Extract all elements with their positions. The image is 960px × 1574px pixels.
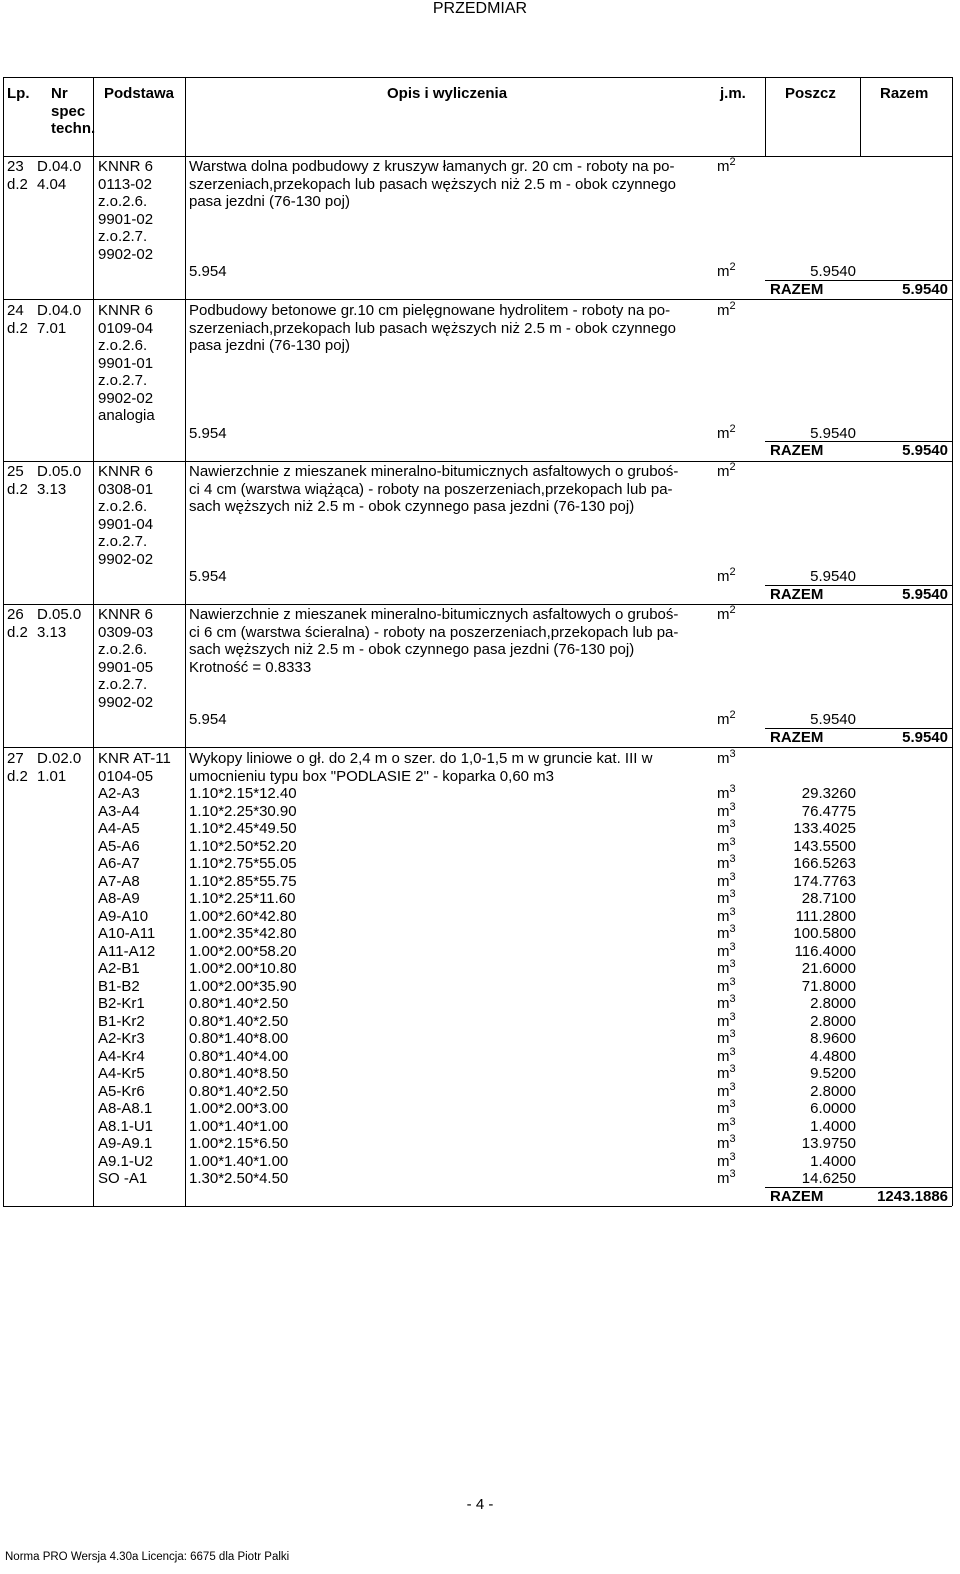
- calc-row-expression: 1.10*2.15*12.40: [189, 785, 297, 802]
- col-header-nr-spec: spec: [51, 102, 86, 120]
- calc-row-expression: 1.00*2.00*35.90: [189, 977, 297, 995]
- position-basis: KNNR 6: [98, 606, 154, 623]
- calc-row-unit: $m^3$: [717, 800, 736, 820]
- calc-row-value: 143.5500: [793, 837, 856, 855]
- calc-unit: $m^2$: [717, 566, 736, 585]
- razem-top-rule: [765, 728, 952, 729]
- position-description: szerzeniach,przekopach lub pasach węższych niż 2.5 m - obok czynnego: [189, 319, 676, 337]
- position-basis: z.o.2.7.: [98, 676, 148, 693]
- position-spec: D.04.0: [37, 158, 82, 175]
- calc-unit: $m^2$: [717, 261, 736, 280]
- position-unit: $m^2$: [717, 604, 736, 623]
- calc-row-expression: 1.00*2.00*3.00: [189, 1100, 289, 1117]
- razem-top-rule: [765, 441, 952, 442]
- col-header-jm: j.m.: [720, 85, 746, 102]
- calc-row-expression: 1.00*2.60*42.80: [189, 907, 297, 925]
- calc-unit: $m^2$: [717, 709, 736, 728]
- calc-row-expression: 0.80*1.40*2.50: [189, 1012, 289, 1030]
- calc-row-value: 29.3260: [801, 785, 856, 802]
- calc-row-value: 21.6000: [801, 960, 856, 977]
- col-header-opis: Opis i wyliczenia: [387, 85, 508, 102]
- calc-row-expression: 1.30*2.50*4.50: [189, 1170, 289, 1187]
- position-basis: z.o.2.7.: [98, 228, 148, 245]
- calc-row-expression: 1.10*2.45*49.50: [189, 820, 297, 837]
- position-basis: analogia: [98, 407, 155, 424]
- col-header-nr-spec: Nr: [51, 85, 68, 102]
- position-basis: z.o.2.6.: [98, 498, 148, 515]
- position-unit: $m^2$: [717, 156, 736, 175]
- position-lp: d.2: [7, 319, 28, 337]
- calc-row-expression: 1.10*2.50*52.20: [189, 837, 297, 855]
- calc-row-expression: 0.80*1.40*2.50: [189, 1082, 289, 1100]
- calc-row-unit: $m^3$: [717, 783, 736, 802]
- calc-row-label: A10-A11: [98, 925, 156, 942]
- position-lp: 23: [7, 158, 24, 175]
- position-description: Nawierzchnie z mieszanek mineralno-bitumicznych asfaltowych o gruboś-: [189, 606, 679, 623]
- header-top-rule: [3, 77, 952, 78]
- calc-row-value: 166.5263: [793, 855, 856, 872]
- calc-row-unit: $m^3$: [717, 1098, 736, 1117]
- position-description: ci 4 cm (warstwa wiążąca) - roboty na poszerzeniach,przekopach lub pa-: [189, 480, 673, 498]
- position-description: Podbudowy betonowe gr.10 cm pielęgnowane hydrolitem - roboty na po-: [189, 302, 671, 319]
- razem-top-rule: [765, 1187, 952, 1188]
- position-basis: 9902-02: [98, 550, 154, 568]
- position-basis: z.o.2.6.: [98, 193, 148, 210]
- position-description: Warstwa dolna podbudowy z kruszyw łamanych gr. 20 cm - roboty na po-: [189, 158, 675, 175]
- calc-row-value: 116.4000: [794, 942, 856, 960]
- calc-row-label: A8-A8.1: [98, 1100, 153, 1117]
- calc-row-label: A4-Kr5: [98, 1065, 145, 1082]
- razem-value: 5.9540: [902, 585, 948, 603]
- position-basis: KNNR 6: [98, 302, 154, 319]
- razem-value: 5.9540: [902, 728, 948, 746]
- position-lp: d.2: [7, 480, 28, 498]
- position-description: umocnieniu typu box "PODLASIE 2" - koparka 0,60 m3: [189, 767, 555, 785]
- calc-row-unit: $m^3$: [717, 1115, 736, 1135]
- position-spec: 3.13: [37, 480, 67, 498]
- calc-row-label: A7-A8: [98, 872, 140, 890]
- calc-row-unit: $m^3$: [717, 1028, 736, 1047]
- calc-row-expression: 1.10*2.25*30.90: [189, 802, 297, 820]
- column-border-podstawa: [93, 77, 94, 1206]
- calc-row-label: A5-Kr6: [98, 1082, 145, 1100]
- calc-row-unit: $m^3$: [717, 818, 736, 837]
- position-basis: 0109-04: [98, 319, 154, 337]
- position-basis: 0308-01: [98, 480, 154, 498]
- calc-row-label: SO -A1: [98, 1170, 148, 1187]
- position-basis: 9902-02: [98, 389, 154, 407]
- calc-row-unit: $m^3$: [717, 1168, 736, 1187]
- position-unit: $m^2$: [717, 300, 736, 319]
- calc-row-unit: $m^3$: [717, 853, 736, 872]
- calc-row-value: 9.5200: [810, 1065, 856, 1082]
- calc-row-label: A6-A7: [98, 855, 140, 872]
- calc-row-label: B2-Kr1: [98, 995, 145, 1012]
- position-description: sach węższych niż 2.5 m - obok czynnego pasa jezdni (76-130 poj): [189, 641, 635, 658]
- position-basis: 9902-02: [98, 693, 154, 711]
- calc-row-expression: 1.00*2.15*6.50: [189, 1135, 289, 1152]
- calc-row-label: A3-A4: [98, 802, 140, 820]
- calc-row-unit: $m^3$: [717, 1045, 736, 1065]
- position-basis: z.o.2.6.: [98, 641, 148, 658]
- col-header-podstawa: Podstawa: [104, 85, 175, 102]
- col-header-lp: Lp.: [7, 85, 30, 102]
- calc-row-expression: 1.00*1.40*1.00: [189, 1117, 289, 1135]
- calc-row-unit: $m^3$: [717, 870, 736, 890]
- position-lp: 26: [7, 606, 24, 623]
- position-description: szerzeniach,przekopach lub pasach węższych niż 2.5 m - obok czynnego: [189, 175, 676, 193]
- calc-row-expression: 0.80*1.40*2.50: [189, 995, 289, 1012]
- position-lp: d.2: [7, 767, 28, 785]
- razem-label: RAZEM: [770, 728, 824, 746]
- calc-row-label: A5-A6: [98, 837, 140, 855]
- calc-row-label: A4-Kr4: [98, 1047, 145, 1065]
- razem-value: 5.9540: [902, 442, 948, 459]
- calc-row-expression: 0.80*1.40*4.00: [189, 1047, 289, 1065]
- calc-row-unit: $m^3$: [717, 958, 736, 977]
- calc-row-expression: 0.80*1.40*8.00: [189, 1030, 289, 1047]
- position-spec: 4.04: [37, 175, 67, 193]
- position-basis: 9901-01: [98, 354, 154, 372]
- razem-value: 5.9540: [902, 280, 948, 298]
- position-lp: 27: [7, 750, 24, 767]
- calc-row-label: A2-B1: [98, 960, 140, 977]
- position-basis: 0113-02: [98, 175, 152, 193]
- position-unit: $m^3$: [717, 748, 736, 767]
- position-separator: [3, 299, 952, 300]
- calc-row-value: 76.4775: [801, 802, 856, 820]
- razem-label: RAZEM: [770, 280, 824, 298]
- col-header-razem: Razem: [880, 85, 929, 102]
- razem-label: RAZEM: [770, 585, 824, 603]
- position-spec: D.04.0: [37, 302, 82, 319]
- position-description: Krotność = 0.8333: [189, 658, 312, 676]
- license-footer: Norma PRO Wersja 4.30a Licencja: 6675 dla Piotr Palki: [5, 1551, 290, 1563]
- calc-expression: 5.954: [189, 711, 227, 728]
- position-separator: [3, 747, 952, 748]
- calc-row-value: 174.7763: [793, 872, 856, 890]
- position-lp: 25: [7, 463, 24, 480]
- calc-row-unit: $m^3$: [717, 940, 736, 960]
- calc-row-value: 1.4000: [810, 1152, 856, 1170]
- calc-row-expression: 1.00*1.40*1.00: [189, 1152, 289, 1170]
- position-separator: [3, 604, 952, 605]
- calc-row-unit: $m^3$: [717, 1080, 736, 1100]
- calc-row-unit: $m^3$: [717, 1010, 736, 1030]
- calc-row-unit: $m^3$: [717, 975, 736, 995]
- column-border-razem: [860, 77, 861, 156]
- position-basis: 9902-02: [98, 245, 154, 263]
- razem-top-rule: [765, 280, 952, 281]
- position-unit: $m^2$: [717, 461, 736, 480]
- position-description: pasa jezdni (76-130 poj): [189, 193, 350, 210]
- calc-row-value: 13.9750: [801, 1135, 856, 1152]
- position-separator: [3, 461, 952, 462]
- calc-expression: 5.954: [189, 263, 227, 280]
- calc-value: 5.9540: [810, 711, 856, 728]
- calc-row-value: 2.8000: [810, 1012, 856, 1030]
- position-description: ci 6 cm (warstwa ścieralna) - roboty na poszerzeniach,przekopach lub pa-: [189, 623, 679, 641]
- position-spec: 1.01: [37, 767, 67, 785]
- position-spec: D.02.0: [37, 750, 82, 767]
- calc-row-value: 14.6250: [801, 1170, 856, 1187]
- column-border-opis: [185, 77, 186, 1206]
- position-basis: KNNR 6: [98, 158, 154, 175]
- razem-label: RAZEM: [770, 442, 824, 459]
- calc-unit: $m^2$: [717, 422, 736, 442]
- calc-row-value: 6.0000: [810, 1100, 856, 1117]
- calc-expression: 5.954: [189, 424, 227, 442]
- position-spec: 3.13: [37, 623, 67, 641]
- position-basis: z.o.2.7.: [98, 533, 148, 550]
- calc-row-value: 4.4800: [810, 1047, 856, 1065]
- column-border-poszcz: [765, 77, 766, 156]
- calc-expression: 5.954: [189, 568, 227, 585]
- calc-row-value: 1.4000: [810, 1117, 856, 1135]
- calc-row-unit: $m^3$: [717, 923, 736, 942]
- table-left-border: [3, 77, 4, 1206]
- calc-row-label: A9.1-U2: [98, 1152, 154, 1170]
- table-right-border: [952, 77, 953, 1206]
- calc-row-value: 8.9600: [810, 1030, 856, 1047]
- calc-row-value: 28.7100: [801, 890, 856, 907]
- position-basis: 9901-05: [98, 658, 154, 676]
- calc-row-expression: 0.80*1.40*8.50: [189, 1065, 289, 1082]
- position-spec: D.05.0: [37, 606, 82, 623]
- calc-row-label: A2-Kr3: [98, 1030, 145, 1047]
- calc-row-unit: $m^3$: [717, 888, 736, 907]
- calc-row-expression: 1.00*2.35*42.80: [189, 925, 297, 942]
- position-basis: z.o.2.7.: [98, 372, 148, 389]
- calc-row-label: A8-A9: [98, 890, 140, 907]
- razem-value: 1243.1886: [877, 1187, 948, 1205]
- calc-row-value: 133.4025: [793, 820, 856, 837]
- position-basis: 0104-05: [98, 767, 154, 785]
- calc-value: 5.9540: [810, 263, 856, 280]
- position-basis: 9901-02: [98, 210, 154, 228]
- calc-row-label: B1-Kr2: [98, 1012, 145, 1030]
- calc-row-unit: $m^3$: [717, 835, 736, 855]
- calc-value: 5.9540: [810, 568, 856, 585]
- calc-row-unit: $m^3$: [717, 905, 736, 925]
- calc-row-label: A9-A9.1: [98, 1135, 153, 1152]
- position-description: Nawierzchnie z mieszanek mineralno-bitumicznych asfaltowych o gruboś-: [189, 463, 679, 480]
- calc-row-expression: 1.10*2.75*55.05: [189, 855, 297, 872]
- calc-row-expression: 1.00*2.00*10.80: [189, 960, 297, 977]
- calc-row-label: A9-A10: [98, 907, 149, 925]
- col-header-poszcz: Poszcz: [785, 85, 836, 102]
- razem-top-rule: [765, 585, 952, 586]
- calc-row-unit: $m^3$: [717, 1133, 736, 1152]
- calc-row-label: B1-B2: [98, 977, 140, 995]
- page-number: - 4 -: [466, 1496, 494, 1513]
- calc-row-value: 111.2800: [795, 907, 856, 925]
- position-lp: d.2: [7, 175, 28, 193]
- calc-row-label: A8.1-U1: [98, 1117, 154, 1135]
- header-bottom-rule: [3, 156, 952, 157]
- position-spec: D.05.0: [37, 463, 82, 480]
- position-description: Wykopy liniowe o gł. do 2,4 m o szer. do 1,0-1,5 m w gruncie kat. III w: [189, 750, 653, 767]
- col-header-nr-spec: techn.: [51, 120, 96, 137]
- position-description: pasa jezdni (76-130 poj): [189, 337, 350, 354]
- calc-row-label: A4-A5: [98, 820, 140, 837]
- calc-row-unit: $m^3$: [717, 1150, 736, 1170]
- calc-row-value: 2.8000: [810, 1082, 856, 1100]
- position-separator: [3, 1206, 952, 1207]
- page-header: PRZEDMIAR: [432, 0, 528, 17]
- calc-row-expression: 1.00*2.00*58.20: [189, 942, 297, 960]
- calc-row-value: 100.5800: [793, 925, 856, 942]
- position-basis: z.o.2.6.: [98, 337, 148, 354]
- razem-label: RAZEM: [770, 1187, 824, 1205]
- calc-row-expression: 1.10*2.25*11.60: [189, 890, 296, 907]
- calc-row-label: A2-A3: [98, 785, 140, 802]
- position-spec: 7.01: [37, 319, 67, 337]
- position-description: sach węższych niż 2.5 m - obok czynnego pasa jezdni (76-130 poj): [189, 498, 635, 515]
- calc-row-value: 2.8000: [810, 995, 856, 1012]
- position-lp: d.2: [7, 623, 28, 641]
- position-lp: 24: [7, 302, 24, 319]
- position-basis: KNR AT-11: [98, 750, 171, 767]
- position-basis: 0309-03: [98, 623, 154, 641]
- calc-row-value: 71.8000: [801, 977, 856, 995]
- calc-row-label: A11-A12: [98, 942, 156, 960]
- position-basis: KNNR 6: [98, 463, 154, 480]
- calc-row-unit: $m^3$: [717, 1063, 736, 1082]
- calc-row-expression: 1.10*2.85*55.75: [189, 872, 297, 890]
- calc-value: 5.9540: [810, 424, 856, 442]
- calc-row-unit: $m^3$: [717, 993, 736, 1012]
- position-basis: 9901-04: [98, 515, 154, 533]
